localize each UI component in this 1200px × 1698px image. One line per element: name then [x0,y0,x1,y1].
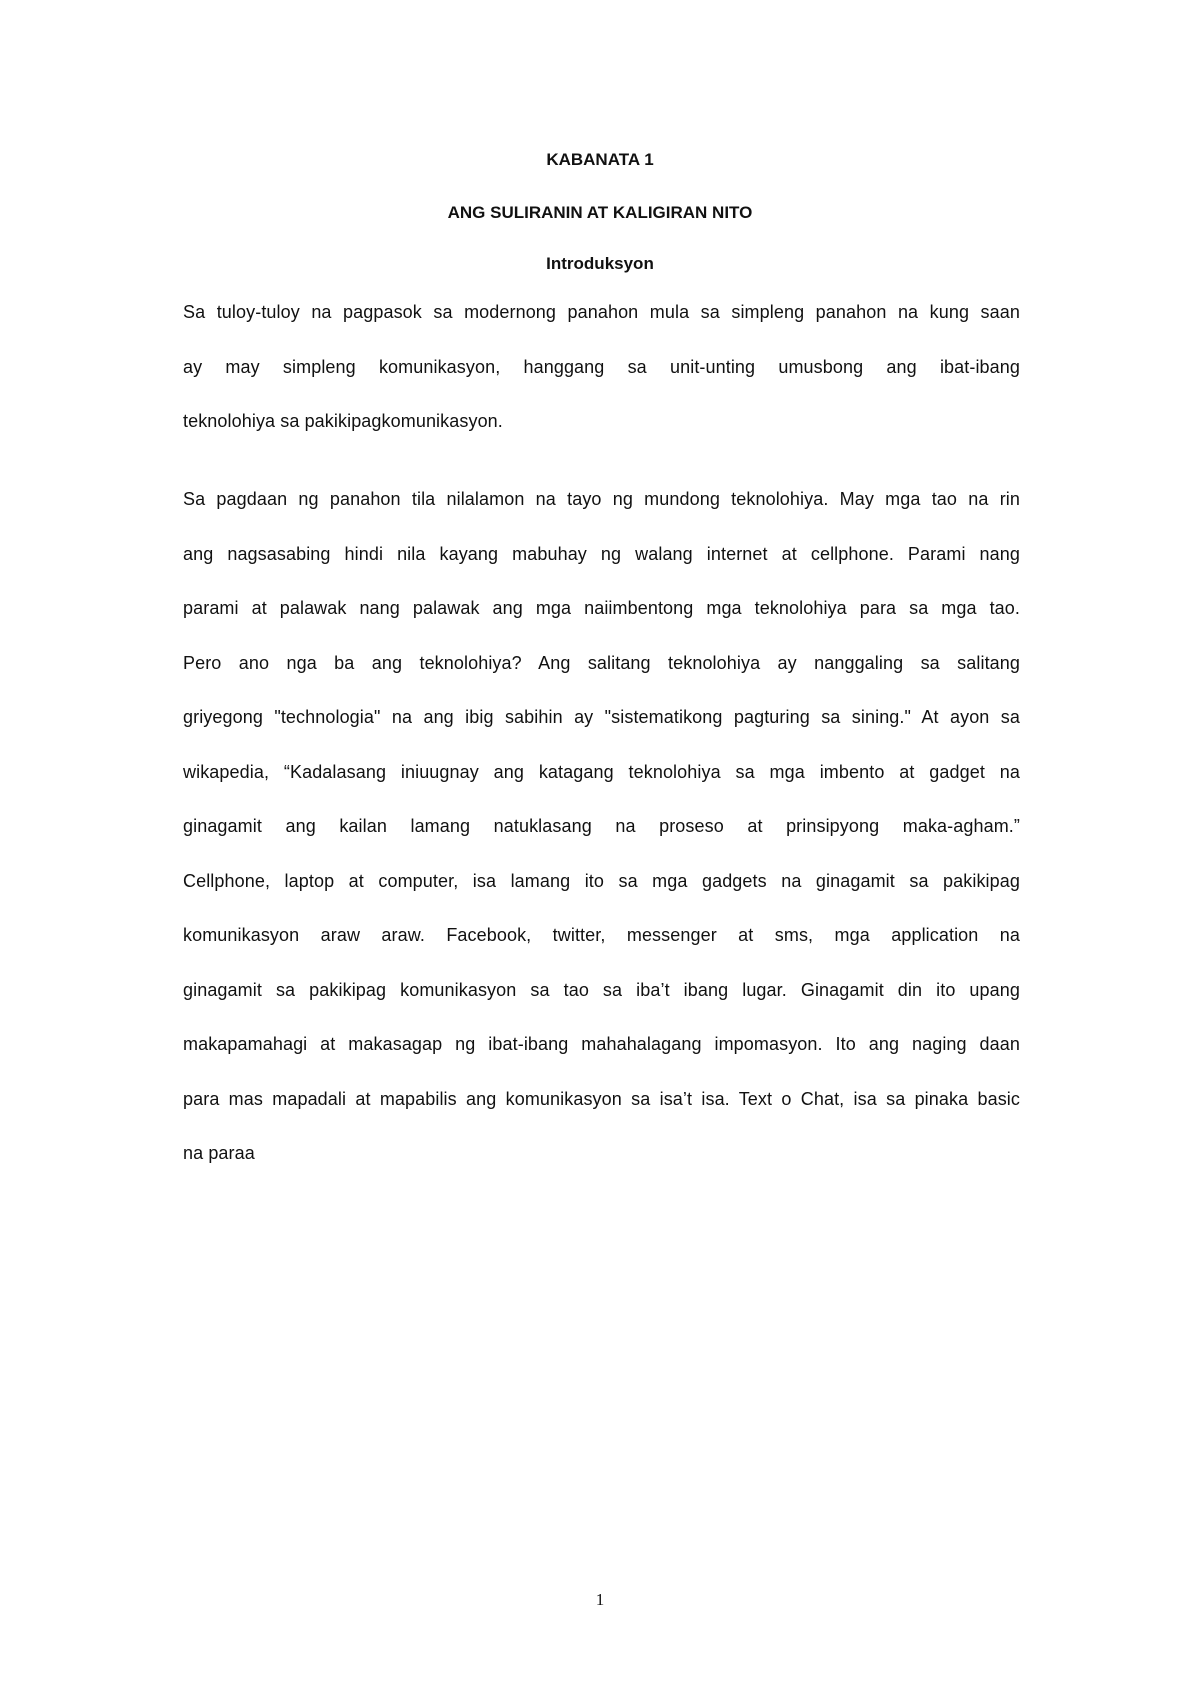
paragraph-line: wikapedia, “Kadalasang iniuugnay ang katagang teknolohiya sa mga imbento at gadget na [183,761,1020,782]
paragraph-line: ang nagsasabing hindi nila kayang mabuhay ng walang internet at cellphone. Parami nang [183,543,1020,564]
paragraph-line: Pero ano nga ba ang teknolohiya? Ang salitang teknolohiya ay nanggaling sa salitang [183,652,1020,673]
section-heading: Introduksyon [546,254,654,273]
paragraph-line: ginagamit ang kailan lamang natuklasang na proseso at prinsipyong maka-agham.” [183,816,1020,836]
paragraph-line: Sa tuloy-tuloy na pagpasok sa modernong panahon mula sa simpleng panahon na kung saan [183,302,1020,322]
chapter-title: ANG SULIRANIN AT KALIGIRAN NITO [447,203,753,222]
paragraph-line: Cellphone, laptop at computer, isa lamang ito sa mga gadgets na ginagamit sa pakikipag [183,870,1020,891]
paragraph-2 [183,472,1020,1181]
page-number: 1 [595,1590,605,1609]
paragraph-line: na paraa [183,1143,255,1163]
paragraph-1 [183,285,1020,449]
paragraph-line: ginagamit sa pakikipag komunikasyon sa tao sa iba’t ibang lugar. Ginagamit din ito upang [183,979,1020,1000]
paragraph-line: makapamahagi at makasagap ng ibat-ibang mahahalagang impomasyon. Ito ang naging daan [183,1034,1020,1054]
paragraph-line: teknolohiya sa pakikipagkomunikasyon. [183,411,503,431]
paragraph-line: parami at palawak nang palawak ang mga naiimbentong mga teknolohiya para sa mga tao. [183,598,1020,618]
chapter-heading: KABANATA 1 [546,150,654,169]
paragraph-line: Sa pagdaan ng panahon tila nilalamon na tayo ng mundong teknolohiya. May mga tao na rin [183,489,1020,509]
paragraph-line: griyegong "technologia" na ang ibig sabihin ay "sistematikong pagturing sa sining." At ayon sa [183,707,1020,727]
paragraph-line: komunikasyon araw araw. Facebook, twitter, messenger at sms, mga application na [183,925,1020,945]
paragraph-line: para mas mapadali at mapabilis ang komunikasyon sa isa’t isa. Text o Chat, isa sa pinaka basic [183,1088,1020,1109]
paragraph-line: ay may simpleng komunikasyon, hanggang sa unit-unting umusbong ang ibat-ibang [183,356,1020,377]
